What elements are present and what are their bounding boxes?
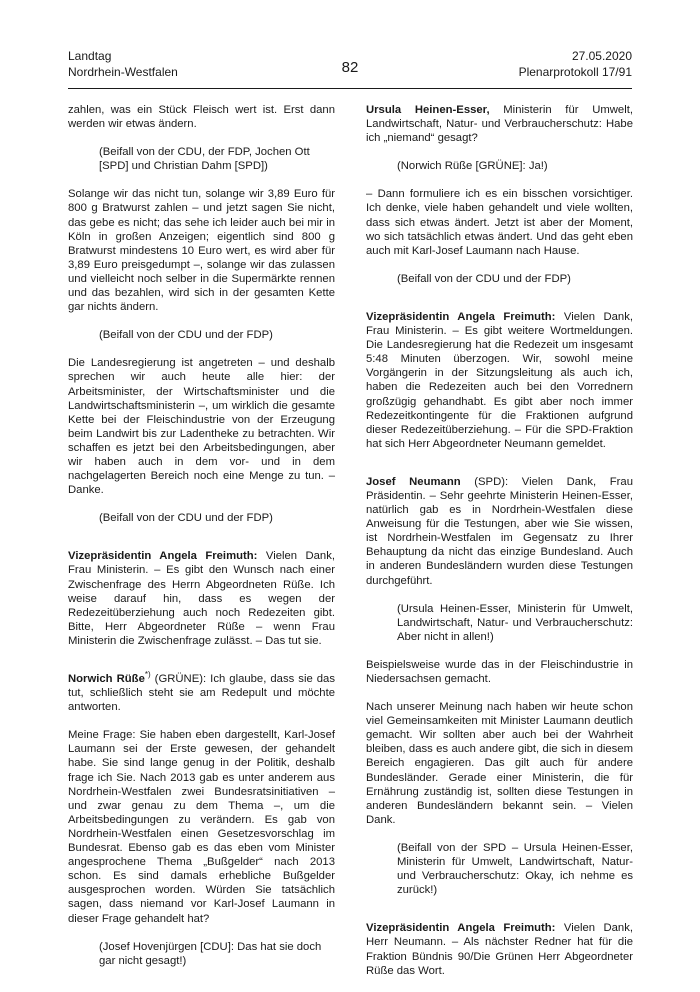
speech-text: (SPD): Vielen Dank, Frau Präsidentin. – Sehr geehrte Ministerin Heinen-Esser, natürlich gab es in Nordrhein-Westfalen diese Anweisung für die Testungen, aber wie Sie wissen, ist Nordrhein-Westfalen im Gegensatz zu Ihrer Behauptung da nicht das einzige Bundesland. Auch in anderen Bundesländern wurden diese Testungen durchgeführt.	[366, 475, 633, 587]
right-column	[366, 103, 633, 992]
left-column	[68, 103, 335, 982]
interjection: (Ursula Heinen-Esser, Ministerin für Umwelt, Landwirtschaft, Natur- und Verbraucherschutz: Aber nicht in allen!)	[397, 602, 633, 643]
speech-block	[366, 103, 633, 145]
page-number: 82	[341, 59, 359, 76]
protocol-number: Plenarprotokoll 17/91	[518, 65, 632, 79]
speech-text: Vielen Dank, Herr Neumann. – Als nächster Redner hat für die Fraktion Bündnis 90/Die Grünen Herr Abgeordneter Rüße das Wort.	[366, 922, 633, 977]
speech-block	[68, 672, 335, 714]
paragraph: zahlen, was ein Stück Fleisch wert ist. Erst dann werden wir etwas ändern.	[68, 104, 335, 131]
interjection: (Beifall von der CDU und der FDP)	[99, 512, 273, 525]
interjection: (Josef Hovenjürgen [CDU]: Das hat sie doch gar nicht gesagt!)	[99, 940, 322, 967]
interjection: (Norwich Rüße [GRÜNE]: Ja!)	[397, 160, 548, 173]
speaker-name: Vizepräsidentin Angela Freimuth:	[366, 310, 556, 323]
interjection: (Beifall von der CDU und der FDP)	[397, 272, 571, 285]
session-date: 27.05.2020	[571, 49, 632, 63]
speech-block	[366, 921, 633, 977]
header-right	[519, 48, 632, 80]
parliament-name: Landtag	[68, 49, 112, 63]
paragraph: Nach unserer Meinung nach haben wir heute schon viel Gemeinsamkeiten mit Minister Laumann deutlich gemacht. Wir sollten aber auch bei der Wahrheit bleiben, dass es auch andere gibt, die sich in diesem Bereich engagieren. Das gilt auch für andere Bundesländer. Gerade einer Ministerin, die für Ernährung zuständig ist, sollten diese Testungen in anderen Bundesländern bekannt sein. – Vielen Dank.	[366, 701, 633, 826]
speech-block	[366, 310, 633, 451]
speech-text: Ministerin für Umwelt, Landwirtschaft, Natur- und Verbraucherschutz: Habe ich „niemand“ gesagt?	[366, 104, 633, 145]
paragraph: Beispielsweise wurde das in der Fleischindustrie in Niedersachsen gemacht.	[366, 658, 633, 685]
speaker-name: Josef Neumann	[366, 475, 461, 488]
footnote-marker: *)	[144, 670, 151, 680]
interjection: (Beifall von der CDU und der FDP)	[99, 329, 273, 342]
interjection: (Beifall von der CDU, der FDP, Jochen Ott [SPD] und Christian Dahm [SPD])	[99, 146, 310, 173]
paragraph: Die Landesregierung ist angetreten – und deshalb sprechen wir auch heute alle hier: der Arbeitsminister, der Wirtschaftsminister und die Landwirtschaftsministerin –, um wirklich die gesamte Kette bei der Fleischindustrie von der Erzeugung beim Landwirt bis zur Ladentheke zu betrachten. Wir schaffen es jetzt bei den Arbeitsbedingungen, aber wir haben auch in dem vor- und in dem nachgelagerten Bereich noch eine Menge zu tun. – Danke.	[68, 357, 335, 497]
paragraph: – Dann formuliere ich es ein bisschen vorsichtiger. Ich denke, viele haben gehandelt und viele wollten, dass sich etwas ändert. Jetzt ist aber der Moment, wo sich tatsächlich etwas ändert. Und das geht eben auch mit Karl-Josef Laumann nach Hause.	[366, 188, 633, 257]
speaker-name: Norwich Rüße	[68, 673, 145, 685]
speech-block	[68, 549, 335, 648]
page-header	[68, 48, 632, 88]
speaker-name: Vizepräsidentin Angela Freimuth:	[366, 922, 556, 935]
state-name: Nordrhein-Westfalen	[68, 65, 178, 79]
speech-text: Vielen Dank, Frau Ministerin. – Es gibt den Wunsch nach einer Zwischenfrage des Herrn Abgeordneten Rüße. Ich weise darauf hin, dass es wegen der Redezeitüberziehung auch noch Redezeiten gibt. Bitte, Herr Abgeordneter Rüße – wenn Frau Ministerin die Zwischenfrage zulässt. – Das tut sie.	[68, 550, 335, 647]
header-divider	[68, 88, 632, 89]
speech-text: Vielen Dank, Frau Ministerin. – Es gibt weitere Wortmeldungen. Die Landesregierung hat die Redezeit um insgesamt 5:48 Minuten überzogen. Wir, sowohl meine Vorgängerin in der Sitzungsleitung als auch ich, haben die Redezeiten auch bei den Vorrednern großzügig gehandhabt. Es gibt aber noch immer Redezeitkontingente für die Fraktionen aufgrund dieser Redezeitüberziehung. – Für die SPD-Fraktion hat sich Herr Abgeordneter Neumann gemeldet.	[366, 310, 633, 450]
interjection: (Beifall von der SPD – Ursula Heinen-Esser, Ministerin für Umwelt, Landwirtschaft, Natur- und Verbraucherschutz: Okay, ich nehme es zurück!)	[397, 841, 633, 897]
speaker-name: Ursula Heinen-Esser,	[366, 104, 490, 116]
speaker-name: Vizepräsidentin Angela Freimuth:	[68, 550, 258, 563]
speech-text: (GRÜNE): Ich glaube, dass sie das tut, schließlich steht sie am Redepult und möchte antworten.	[68, 673, 335, 714]
speech-block	[366, 475, 633, 588]
paragraph: Meine Frage: Sie haben eben dargestellt, Karl-Josef Laumann sei der Erste gewesen, der gehandelt habe. Sie sind lange genug in der Politik, deshalb frage ich Sie. Nach 2013 gab es unter anderem aus Nordrhein-Westfalen zwei Bundesratsinitiativen – und zwar genau zu dem Thema –, um die Arbeitsbedingungen zu verändern. Es gab von Nordrhein-Westfalen einen Gesetzesvorschlag im Bundesrat. Ebenso gab es das eben vom Minister angesprochene Thema „Bußgelder“ nach 2013 schon. Es sind damals erhebliche Bußgelder ausgesprochen worden. Würden Sie tatsächlich sagen, dass niemand vor Karl-Josef Laumann in dieser Frage gehandelt hat?	[68, 729, 335, 925]
paragraph: Solange wir das nicht tun, solange wir 3,89 Euro für 800 g Bratwurst zahlen – und jetzt sagen Sie nicht, das gebe es nicht; das sehe ich leider auch bei mir in Köln in großen Anzeigen; eigentlich sind 800 g Bratwurst mindestens 10 Euro wert, es wird aber für 3,89 Euro preisgedumpt –, solange wir das zulassen und vielleicht noch selber in die Supermärkte rennen und das bezahlen, wird sich in der gesamten Kette gar nichts ändern.	[68, 188, 335, 314]
